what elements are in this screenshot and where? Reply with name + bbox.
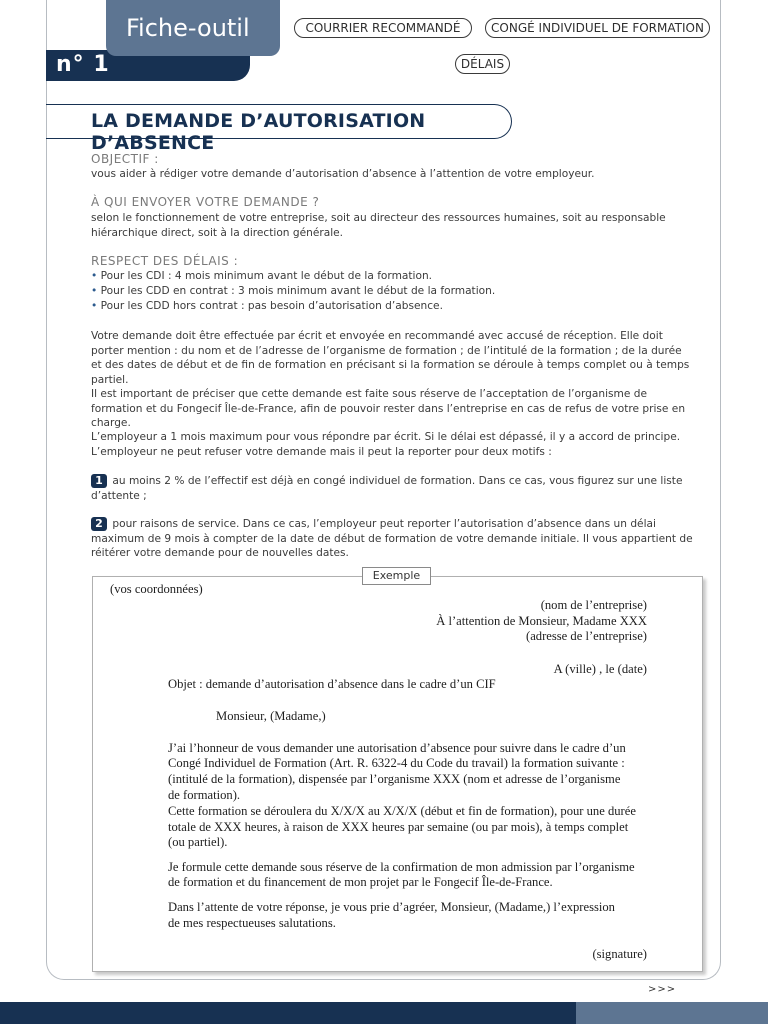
letter-line: de formation). (168, 788, 241, 802)
letter-signature: (signature) (592, 947, 647, 961)
letter-adresse: (adresse de l’entreprise) (526, 629, 647, 643)
letter-line: Congé Individuel de Formation (Art. R. 6322-4 du Code du travail) la formation suivante : (168, 756, 625, 770)
bullet-text: Pour les CDI : 4 mois minimum avant le début de la formation. (100, 270, 433, 282)
paragraph-mention: Votre demande doit être effectuée par écrit et envoyée en recommandé avec accusé de réception. Elle doit porter mention : du nom et de l’adresse de l’organisme de formation ; de l’intitulé de la formation ; de la durée et des dates de début et de fin de formation en précisant si la formation se déroule à temps complet ou à temps partiel. (91, 330, 690, 386)
letter-entreprise: (nom de l’entreprise) (540, 598, 647, 612)
example-label: Exemple (362, 567, 431, 585)
footer-bar-accent (576, 1002, 768, 1024)
next-page-arrows[interactable]: >>> (648, 984, 677, 995)
objectif-text: vous aider à rédiger votre demande d’autorisation d’absence à l’attention de votre employeur. (91, 168, 595, 180)
qui-heading: À QUI ENVOYER VOTRE DEMANDE ? (91, 195, 320, 209)
letter-line: (ou partiel). (168, 835, 228, 849)
motif-1 (91, 474, 695, 503)
fiche-outil-label: Fiche-outil (126, 14, 250, 42)
page-title-box (46, 104, 512, 154)
paragraph-reserve: Il est important de préciser que cette demande est faite sous réserve de l’acceptation de l’organisme de formation et du Fongecif Île-de-France, afin de pouvoir rester dans l’entreprise en cas de refus de votre prise en charge. (91, 388, 686, 429)
motif-1-text: au moins 2 % de l’effectif est déjà en congé individuel de formation. Dans ce cas, vous figurez sur une liste d’attente ; (91, 475, 683, 502)
fiche-number: n° 1 (56, 52, 110, 77)
letter-line: J’ai l’honneur de vous demander une autorisation d’absence pour suivre dans le cadre d’un (168, 741, 626, 755)
motif-2-number: 2 (91, 517, 107, 531)
motif-1-number: 1 (91, 474, 107, 488)
delais-heading: RESPECT DES DÉLAIS : (91, 254, 239, 268)
bullet-item: • Pour les CDD en contrat : 3 mois minimum avant le début de la formation. (91, 285, 496, 297)
qui-text-2: hiérarchique direct, soit à la direction générale. (91, 227, 344, 239)
letter-salutation: Monsieur, (Madame,) (216, 709, 326, 723)
fiche-outil-tab (106, 0, 280, 56)
tag-courrier-recommande[interactable]: COURRIER RECOMMANDÉ (294, 18, 472, 38)
motif-2 (91, 517, 695, 561)
bullet-text: Pour les CDD en contrat : 3 mois minimum avant le début de la formation. (100, 285, 496, 297)
page-title: LA DEMANDE D’AUTORISATION D’ABSENCE (91, 110, 426, 154)
letter-coordonnees: (vos coordonnées) (110, 582, 203, 596)
paragraph-delai-reponse: L’employeur a 1 mois maximum pour vous répondre par écrit. Si le délai est dépassé, il y a accord de principe. L’employeur ne peut refuser votre demande mais il peut la reporter pour deux motifs : (91, 431, 681, 458)
letter-lieu-date: A (ville) , le (date) (553, 662, 647, 676)
bullet-text: Pour les CDD hors contrat : pas besoin d’autorisation d’absence. (100, 300, 443, 312)
qui-text-1: selon le fonctionnement de votre entreprise, soit au directeur des ressources humaines, soit au responsable (91, 212, 666, 224)
objectif-heading: OBJECTIF : (91, 152, 159, 166)
bullet-item: • Pour les CDI : 4 mois minimum avant le début de la formation. (91, 270, 433, 282)
bullet-item: • Pour les CDD hors contrat : pas besoin d’autorisation d’absence. (91, 300, 443, 312)
letter-objet: Objet : demande d’autorisation d’absence dans le cadre d’un CIF (168, 677, 496, 691)
letter-line: totale de XXX heures, à raison de XXX heures par semaine (ou par mois), à temps complet (168, 820, 629, 834)
letter-line: Je formule cette demande sous réserve de la confirmation de mon admission par l’organisme (168, 860, 635, 874)
tag-delais[interactable]: DÉLAIS (455, 54, 510, 74)
motif-2-text: pour raisons de service. Dans ce cas, l’employeur peut reporter l’autorisation d’absence dans un délai maximum de 9 mois à compter de la date de début de formation de votre demande initiale. Il vous appartient de réitérer votre demande pour de nouvelles dates. (91, 518, 693, 559)
letter-line: Cette formation se déroulera du X/X/X au X/X/X (début et fin de formation), pour une durée (168, 804, 636, 818)
letter-line: de formation et du financement de mon projet par le Fongecif Île-de-France. (168, 875, 553, 889)
tag-conge-individuel[interactable]: CONGÉ INDIVIDUEL DE FORMATION (485, 18, 710, 38)
letter-line: Dans l’attente de votre réponse, je vous prie d’agréer, Monsieur, (Madame,) l’expression (168, 900, 615, 914)
letter-attention: À l’attention de Monsieur, Madame XXX (436, 614, 647, 628)
letter-line: de mes respectueuses salutations. (168, 916, 336, 930)
letter-line: (intitulé de la formation), dispensée par l’organisme XXX (nom et adresse de l’organisme (168, 772, 621, 786)
